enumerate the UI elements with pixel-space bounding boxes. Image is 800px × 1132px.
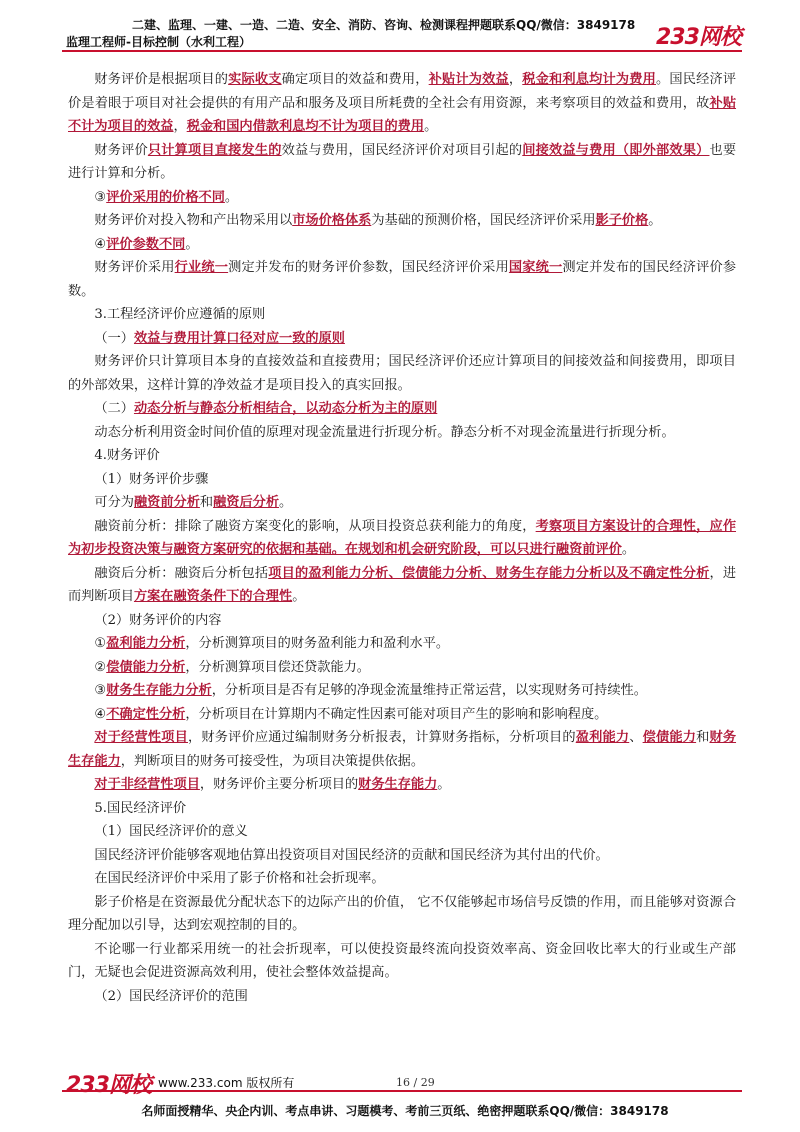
highlighted-term: 对于经营性项目 [94,730,188,745]
paragraph [68,797,736,821]
text-run: （2）国民经济评价的范围 [94,988,248,1004]
page-number: 16 / 29 [396,1076,435,1089]
text-run: 确定项目的效益和费用， [281,72,429,87]
text-run: 。 [437,777,451,792]
highlighted-term: 效益与费用计算口径对应一致的原则 [133,330,345,346]
highlighted-term: 盈利能力 [575,730,630,745]
highlighted-term: 税金和国内借款利息均不计为项目的费用 [186,119,425,134]
brand-logo: 233网校 [656,25,741,50]
paragraph [68,444,736,468]
text-run: 和 [199,495,214,510]
text-run: 4.财务评价 [94,448,160,463]
text-run: ，判断项目的财务可接受性，为项目决策提供依据。 [120,753,425,769]
highlighted-term: 国家统一 [508,260,563,275]
text-run: 。 [292,589,306,604]
paragraph [68,209,736,233]
text-run: ④ [94,236,107,252]
paragraph [68,820,736,844]
paragraph [68,773,736,797]
text-run: 动态分析利用资金时间价值的原理对现金流量进行折现分析。静态分析不对现金流量进行折现分析。 [94,424,675,440]
highlighted-term: 不确定性分析 [106,706,186,722]
text-run: 和 [696,730,710,745]
text-run: 。 [224,189,239,205]
footer-brand-logo: 233网校 [66,1073,151,1098]
text-run: 财务评价采用 [94,260,175,275]
paragraph [68,350,736,397]
highlighted-term: 财务生存能力 [68,730,737,769]
paragraph [68,421,736,445]
text-run: （二） [94,401,134,416]
highlighted-term: 补贴计为效益 [428,72,509,87]
paragraph [68,726,736,773]
paragraph [68,609,736,633]
paragraph [68,891,736,938]
header-divider [62,50,742,52]
header-contact-line: 二建、监理、一建、一造、二造、安全、消防、咨询、检测课程押题联系QQ/微信：3849178 [132,18,636,32]
highlighted-term: 评价采用的价格不同 [106,189,225,205]
text-run: ③ [94,189,107,205]
text-run: 融资前分析：排除了融资方案变化的影响，从项目投资总获利能力的角度， [94,518,536,534]
text-run: ，分析测算项目的财务盈利能力和盈利水平。 [185,636,450,651]
highlighted-term: 盈利能力分析 [106,636,186,651]
text-run: 国民经济评价是着眼于项目对社会提供的有用产品和服务及项目所耗费的全社会有用资源，来考察项目的效益和费用，故 [68,72,737,111]
text-run: 国民经济评价能够客观地估算出投资项目对国民经济的贡献和国民经济为其付出的代价。 [94,847,609,863]
highlighted-term: 融资前分析 [133,495,200,510]
header-doc-title: 监理工程师-目标控制（水利工程） [66,35,251,49]
paragraph [68,562,736,609]
text-run: （一） [94,330,134,346]
paragraph [68,68,736,139]
text-run: 5.国民经济评价 [94,800,187,816]
highlighted-term: 实际收支 [228,72,282,87]
text-run: 融资后分析：融资后分析包括 [94,565,269,581]
paragraph [68,938,736,985]
text-run: 财务评价只计算项目本身的直接效益和直接费用；国民经济评价还应计算项目的间接效益和间接费用，即项目的外部效果，这样计算的净效益才是项目投入的真实回报。 [68,354,736,393]
paragraph [68,186,736,210]
paragraph [68,867,736,891]
highlighted-term: 税金和利息均计为费用 [522,72,656,87]
text-run: （1）国民经济评价的意义 [94,824,248,839]
paragraph [68,256,736,303]
text-run: ，财务评价应通过编制财务分析报表，计算财务指标，分析项目的 [188,730,576,745]
text-run: 3.工程经济评价应遵循的原则 [94,307,266,322]
highlighted-term: 项目的盈利能力分析、偿债能力分析、财务生存能力分析以及不确定性分析 [268,565,710,581]
paragraph [68,515,736,562]
highlighted-term: 补贴不计为项目的效益 [68,95,737,134]
text-run: 。 [648,213,662,228]
highlighted-term: 财务生存能力 [358,777,438,792]
footer-contact-line: 名师面授精华、央企内训、考点串讲、习题模考、考前三页纸、绝密押题联系QQ/微信：3849178 [141,1104,669,1118]
text-run: ④ [94,706,107,722]
footer-divider [62,1090,742,1092]
text-run: 、 [629,730,643,745]
text-run: （1）财务评价步骤 [94,471,209,487]
paragraph [68,468,736,492]
paragraph [68,844,736,868]
text-run: ， [508,72,523,87]
highlighted-term: 市场价格体系 [292,213,372,228]
highlighted-term: 动态分析与静态分析相结合，以动态分析为主的原则 [133,401,438,416]
highlighted-term: 考察项目方案设计的合理性，应作为初步投资决策与融资方案研究的依据和基础。在规划和机会研究阶段，可以只进行融资前评价 [68,518,737,557]
highlighted-term: 偿债能力 [642,730,697,745]
text-run: 财务评价 [94,142,148,158]
text-run: 为基础的预测价格，国民经济评价采用 [371,213,596,228]
text-run: 。 [424,119,438,134]
text-run: ，财务评价主要分析项目的 [199,777,359,792]
text-run: 不论哪一行业都采用统一的社会折现率，可以使投资最终流向投资效率高、资金回收比率大的行业或生产部门，无疑也会促进资源高效利用，使社会整体效益提高。 [68,941,736,980]
text-run: 。 [185,236,199,252]
paragraph [68,656,736,680]
text-run: ，进而判断项目 [68,565,737,604]
text-run: ，分析测算项目偿还贷款能力。 [185,659,370,675]
text-run: 测定并发布的国民经济评价参数。 [68,260,737,299]
text-run: 效益与费用，国民经济评价对项目引起的 [281,142,523,158]
text-run: ① [94,636,107,651]
paragraph [68,233,736,257]
highlighted-term: 财务生存能力分析 [106,683,212,698]
highlighted-term: 行业统一 [174,260,229,275]
paragraph [68,491,736,515]
highlighted-term: 对于非经营性项目 [94,777,200,792]
paragraph [68,327,736,351]
text-run: 财务评价是根据项目的 [94,72,229,87]
text-run: ，分析项目在计算期内不确定性因素可能对项目产生的影响和影响程度。 [185,706,608,722]
text-run: 测定并发布的财务评价参数，国民经济评价采用 [228,260,509,275]
highlighted-term: 间接效益与费用（即外部效果） [522,142,710,158]
text-run: 也要进行计算和分析。 [68,142,737,181]
text-run: 可分为 [94,495,134,510]
text-run: 影子价格是在资源最优分配状态下的边际产出的价值， 它不仅能够起市场信号反馈的作用，而且能够对资源合理分配加以引导，达到宏观控制的目的。 [68,894,737,933]
highlighted-term: 融资后分析 [213,495,280,510]
highlighted-term: 方案在融资条件下的合理性 [133,589,293,604]
paragraph [68,139,736,186]
paragraph [68,632,736,656]
paragraph [68,397,736,421]
text-run: 。 [279,495,293,510]
paragraph [68,985,736,1009]
text-run: ③ [94,683,107,698]
highlighted-term: 偿债能力分析 [106,659,186,675]
text-run: 财务评价对投入物和产出物采用以 [94,213,293,228]
footer-copyright: www.233.com 版权所有 [158,1076,295,1090]
text-run: ，分析项目是否有足够的净现金流量维持正常运营，以实现财务可持续性。 [211,683,647,698]
text-run: 。 [621,542,636,557]
document-body [68,68,736,1008]
text-run: ， [173,119,187,134]
text-run: （2）财务评价的内容 [94,612,222,628]
text-run: 在国民经济评价中采用了影子价格和社会折现率。 [94,871,385,886]
highlighted-term: 影子价格 [595,213,649,228]
paragraph [68,703,736,727]
highlighted-term: 评价参数不同 [106,236,186,252]
text-run: ② [94,659,107,675]
highlighted-term: 只计算项目直接发生的 [147,142,282,158]
paragraph [68,303,736,327]
text-run: 。 [656,72,670,87]
paragraph [68,679,736,703]
